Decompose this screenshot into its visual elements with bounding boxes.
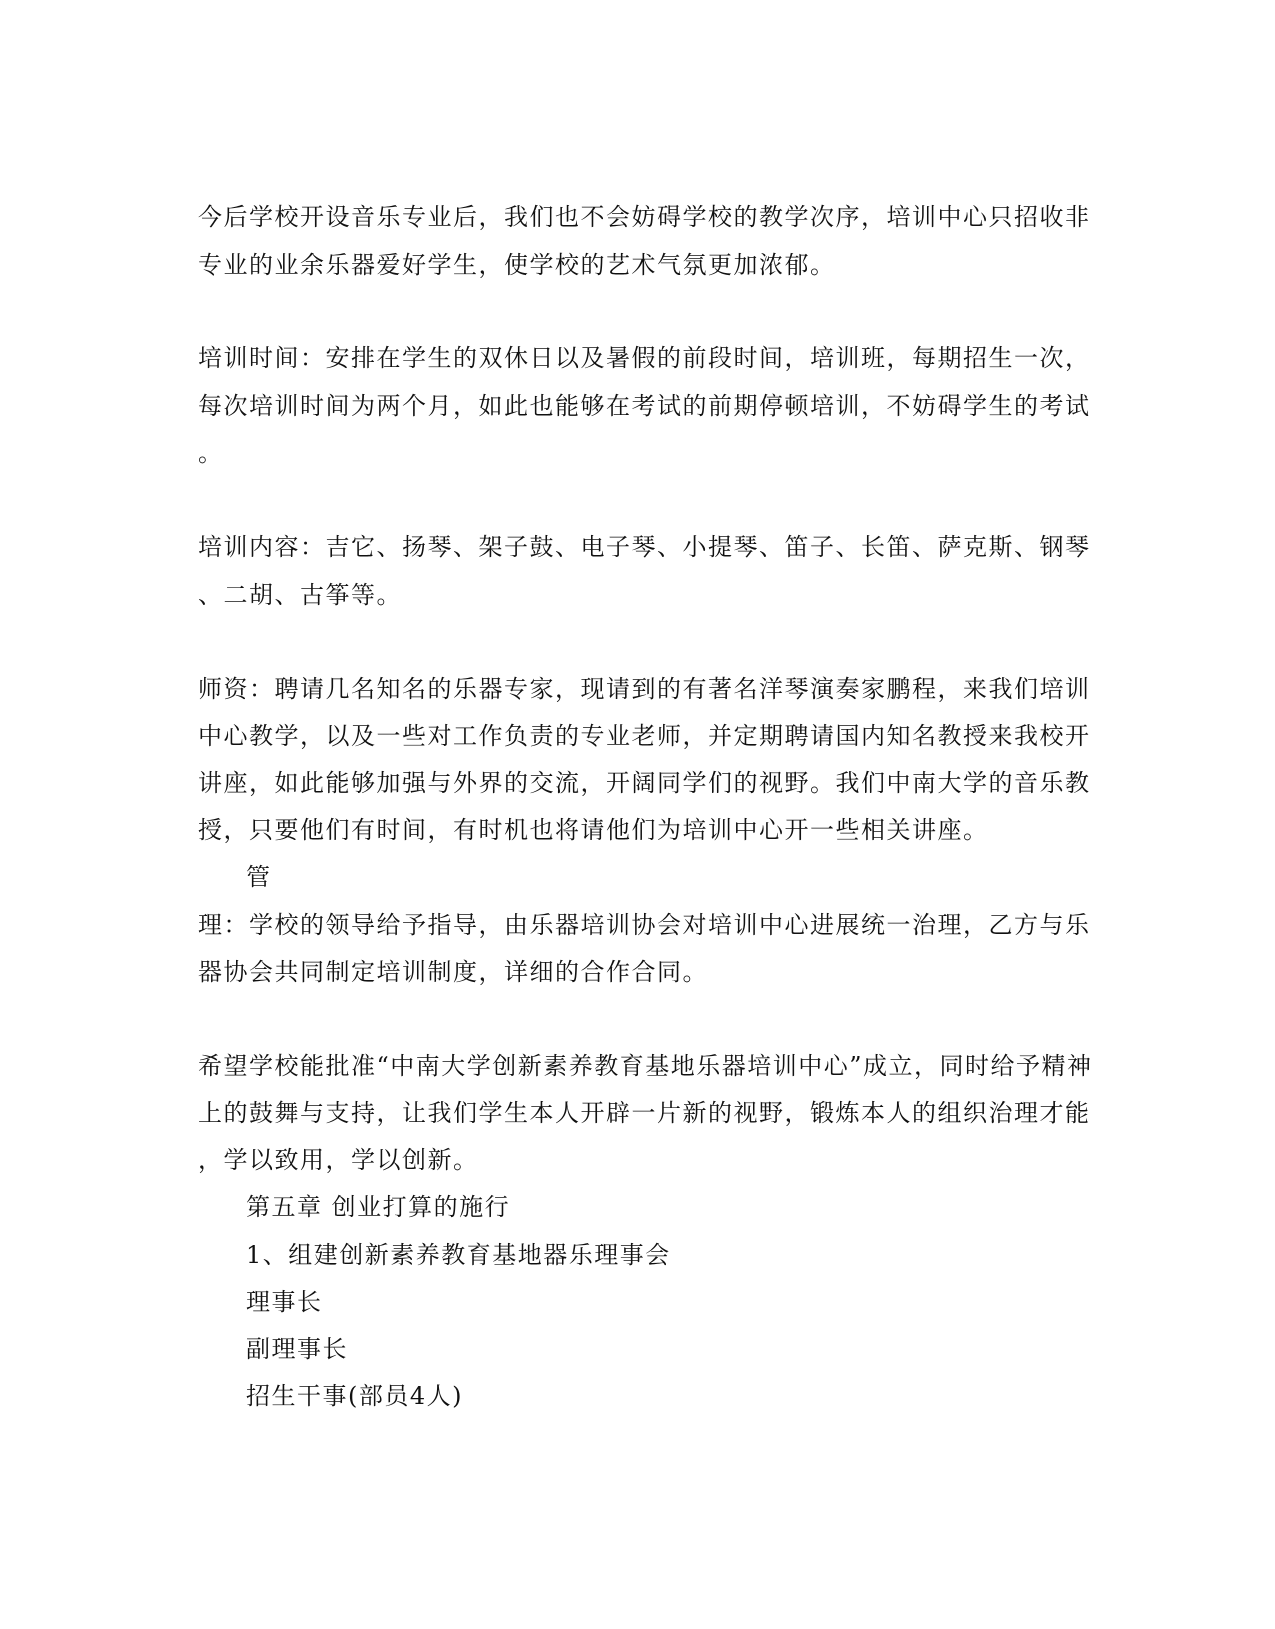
list-item: 理事长 <box>246 1288 323 1316</box>
text-line: 培训内容：吉它、扬琴、架子鼓、电子琴、小提琴、笛子、长笛、萨克斯、钢琴 <box>198 533 1091 561</box>
text-line: 理：学校的领导给予指导，由乐器培训协会对培训中心进展统一治理，乙方与乐 <box>198 911 1091 939</box>
list-item: 招生干事(部员4人) <box>246 1382 463 1410</box>
text-line: 希望学校能批准“中南大学创新素养教育基地乐器培训中心”成立，同时给予精神 <box>198 1052 1093 1080</box>
text-line: 器协会共同制定培训制度，详细的合作合同。 <box>198 958 708 986</box>
text-line: 专业的业余乐器爱好学生，使学校的艺术气氛更加浓郁。 <box>198 251 836 279</box>
text-line: 。 <box>198 439 224 467</box>
chapter-heading: 第五章 创业打算的施行 <box>246 1193 511 1221</box>
text-line: ，学以致用，学以创新。 <box>198 1146 479 1174</box>
list-item: 1、组建创新素养教育基地器乐理事会 <box>246 1241 671 1269</box>
text-line: 、二胡、古筝等。 <box>198 581 402 609</box>
text-line: 讲座，如此能够加强与外界的交流，开阔同学们的视野。我们中南大学的音乐教 <box>198 769 1091 797</box>
text-line: 管 <box>246 863 272 891</box>
text-line: 每次培训时间为两个月，如此也能够在考试的前期停顿培训，不妨碍学生的考试 <box>198 392 1091 420</box>
text-line: 今后学校开设音乐专业后，我们也不会妨碍学校的教学次序，培训中心只招收非 <box>198 203 1091 231</box>
text-line: 师资：聘请几名知名的乐器专家，现请到的有著名洋琴演奏家鹏程，来我们培训 <box>198 675 1091 703</box>
text-line: 培训时间：安排在学生的双休日以及暑假的前段时间，培训班，每期招生一次， <box>198 344 1091 372</box>
text-line: 中心教学，以及一些对工作负责的专业老师，并定期聘请国内知名教授来我校开 <box>198 722 1091 750</box>
text-line: 上的鼓舞与支持，让我们学生本人开辟一片新的视野，锻炼本人的组织治理才能 <box>198 1099 1091 1127</box>
text-line: 授，只要他们有时间，有时机也将请他们为培训中心开一些相关讲座。 <box>198 816 989 844</box>
list-item: 副理事长 <box>246 1335 348 1363</box>
